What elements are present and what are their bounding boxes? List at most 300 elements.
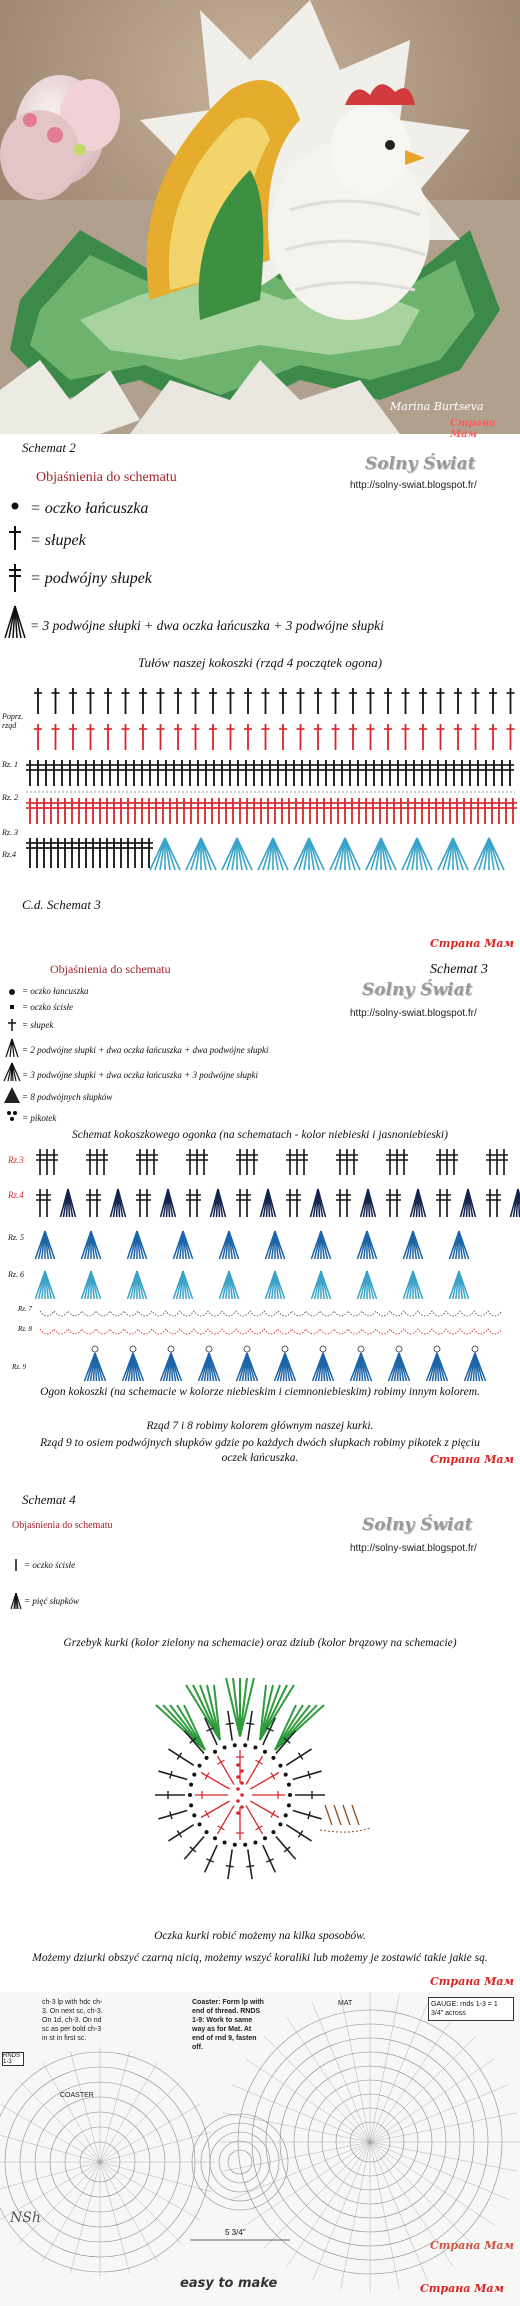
ring-stitch <box>295 1791 325 1799</box>
stitch-mark <box>282 760 290 786</box>
ring-stitch <box>168 1825 193 1841</box>
schemat4-brand: Solny Świat <box>362 1515 473 1535</box>
s3-note-2: Rząd 9 to osiem podwójnych słupków gdzie po każdych dwóch słupkach robimy pikotek z pięciu oczek łańcuszka. <box>40 1437 480 1464</box>
stitch-mark <box>386 760 394 786</box>
stitch-mark <box>346 760 354 786</box>
stitch-mark <box>124 838 132 868</box>
s3-row-label-6: Rz. 6 <box>8 1270 24 1279</box>
fan-mark <box>173 1231 192 1259</box>
fan-mark <box>449 1231 468 1259</box>
chain-dot <box>189 1803 193 1807</box>
stitch-mark <box>278 798 286 824</box>
center-dot <box>236 1799 240 1803</box>
chain-dot <box>284 1773 288 1777</box>
fan-mark <box>127 1271 146 1299</box>
stitch-mark <box>47 838 55 868</box>
stitch-mark <box>334 798 342 824</box>
stitch-mark <box>186 1149 194 1175</box>
stitch-mark <box>436 1189 444 1217</box>
chain-dot <box>271 1756 275 1760</box>
stitch-mark <box>293 1149 301 1175</box>
chain-row-7 <box>40 1311 502 1316</box>
stitch-mark <box>40 838 48 868</box>
schemat2-url: http://solny-swiat.blogspot.fr/ <box>350 480 477 491</box>
stitch-mark <box>493 1149 501 1175</box>
stitch-mark <box>124 798 132 824</box>
ring-stitch <box>286 1749 311 1765</box>
fan-mark <box>265 1271 284 1299</box>
stitch-mark <box>394 760 402 786</box>
stitch-mark <box>139 724 147 750</box>
schemat3-diagram <box>0 1145 520 1400</box>
stitch-mark <box>143 1189 151 1217</box>
stitch-mark <box>418 760 426 786</box>
center-dot <box>240 1793 244 1797</box>
center-dot <box>236 1811 240 1815</box>
stitch-mark <box>162 760 170 786</box>
stitch-mark <box>490 760 498 786</box>
chain-dot <box>278 1764 282 1768</box>
schemat2-legend-title: Objaśnienia do schematu <box>36 470 177 485</box>
stitch-mark <box>50 1149 58 1175</box>
s2-row-label-4: Rz.4 <box>2 850 16 859</box>
stitch-mark <box>481 798 489 824</box>
ring-stitch <box>158 1810 187 1819</box>
stitch-mark <box>354 760 362 786</box>
stitch-mark <box>343 1149 351 1175</box>
fan-mark <box>111 1189 126 1217</box>
pattern-coaster-text: Coaster: Form lp with end of thread. RNDS 1-9: Work to same way as for Mat. At end of rnd 9, fasten off. <box>192 1999 264 2051</box>
fan-mark <box>389 1353 410 1381</box>
stitch-mark <box>341 798 349 824</box>
stitch-mark <box>402 760 410 786</box>
inner-stitch <box>218 1756 235 1785</box>
fan-mark <box>366 838 396 870</box>
stitch-mark <box>439 798 447 824</box>
schemat2-title: Schemat 2 <box>22 440 76 455</box>
stitch-mark <box>338 760 346 786</box>
stitch-mark <box>93 1149 101 1175</box>
stitch-mark <box>314 688 322 714</box>
fan-mark <box>411 1189 426 1217</box>
stitch-mark <box>215 798 223 824</box>
stitch-mark <box>226 760 234 786</box>
s3-row-label-5: Rz. 5 <box>8 1233 24 1242</box>
stitch-mark <box>96 838 104 868</box>
chain-dot <box>287 1783 291 1787</box>
stitch-mark <box>393 1189 401 1217</box>
stitch-mark <box>244 724 252 750</box>
stitch-mark <box>122 724 130 750</box>
stitch-mark <box>376 798 384 824</box>
fan-mark <box>265 1231 284 1259</box>
chain-dot <box>271 1830 275 1834</box>
stitch-mark <box>314 724 322 750</box>
chain-dot <box>253 1841 257 1845</box>
ring-stitch <box>293 1771 322 1780</box>
s2-row-label-2: Rz. 2 <box>2 793 18 802</box>
stitch-mark <box>145 838 153 868</box>
chain-dot <box>278 1822 282 1826</box>
pattern-brand-center: easy to make <box>180 2276 278 2291</box>
stitch-mark <box>474 760 482 786</box>
schemat2-diagram <box>0 680 520 880</box>
stitch-mark <box>186 760 194 786</box>
stitch-mark <box>454 688 462 714</box>
pattern-brand-left: NSh <box>10 2210 41 2226</box>
stitch-mark <box>242 760 250 786</box>
chain-dot <box>213 1836 217 1840</box>
stitch-mark <box>450 1149 458 1175</box>
stitch-mark <box>145 798 153 824</box>
ring-stitch <box>293 1810 322 1819</box>
stitch-mark <box>507 724 515 750</box>
stitch-mark <box>486 1189 494 1217</box>
stitch-mark <box>36 1189 44 1217</box>
stitch-mark <box>26 838 34 868</box>
fan-mark <box>261 1189 276 1217</box>
fan-mark <box>199 1353 220 1381</box>
fan-mark <box>150 838 180 870</box>
chain-dot <box>192 1773 196 1777</box>
stitch-mark <box>110 798 118 824</box>
picot-mark <box>282 1346 288 1352</box>
fan-mark <box>85 1353 106 1381</box>
stitch-mark <box>192 724 200 750</box>
s3-note-1: Rząd 7 i 8 robimy kolorem głównym naszej kurki. <box>146 1420 374 1432</box>
inner-stitch <box>201 1801 230 1818</box>
stitch-mark <box>250 798 258 824</box>
ring-stitch <box>246 1849 254 1879</box>
stitch-mark <box>157 724 165 750</box>
s3-row-label-3: Rz.3 <box>8 1155 24 1165</box>
stitch-mark <box>300 1149 308 1175</box>
stitch-mark <box>306 798 314 824</box>
stitch-mark <box>274 760 282 786</box>
s3-legend-1: = oczko ścisłe <box>22 1002 74 1012</box>
center-dot <box>240 1805 244 1809</box>
schemat2-legend-chain: = oczko łańcuszka <box>30 500 149 517</box>
stitch-mark <box>139 688 147 714</box>
s2-row-label-3: Rz. 3 <box>2 828 18 837</box>
pattern-mat-label: MAT <box>338 2000 353 2007</box>
stitch-mark <box>66 760 74 786</box>
stitch-mark <box>453 798 461 824</box>
ring-stitch <box>286 1825 311 1841</box>
stitch-mark <box>332 724 340 750</box>
schemat3-title: Schemat 3 <box>430 962 488 977</box>
picot-mark <box>206 1346 212 1352</box>
fan-mark <box>357 1271 376 1299</box>
stitch-mark <box>378 760 386 786</box>
fan-mark <box>361 1189 376 1217</box>
stitch-mark <box>425 798 433 824</box>
picot-mark <box>396 1346 402 1352</box>
chain-dot <box>223 1745 227 1749</box>
stitch-mark <box>458 760 466 786</box>
schemat3-caption: Schemat kokoszkowego ogonka (na schematach - kolor niebieski i jasnoniebieski) <box>72 1129 448 1141</box>
stitch-mark <box>386 1149 394 1175</box>
stitch-mark <box>87 724 95 750</box>
stitch-mark <box>258 760 266 786</box>
stitch-mark <box>446 798 454 824</box>
stitch-mark <box>460 798 468 824</box>
stitch-mark <box>454 724 462 750</box>
picot-mark <box>434 1346 440 1352</box>
stitch-mark <box>419 688 427 714</box>
stitch-mark <box>367 724 375 750</box>
photo-credit-author: Marina Burtseva <box>390 400 484 413</box>
center-dot <box>236 1787 240 1791</box>
stitch-mark <box>122 688 130 714</box>
s3-legend-0: = oczko łancuszka <box>22 986 89 996</box>
stitch-mark <box>61 838 69 868</box>
schemat4-url: http://solny-swiat.blogspot.fr/ <box>350 1543 477 1554</box>
chain-dot <box>198 1822 202 1826</box>
stitch-mark <box>467 798 475 824</box>
chain-dot <box>223 1841 227 1845</box>
schemat2-caption: Tułów naszej kokoszki (rząd 4 początek ogona) <box>137 655 383 670</box>
stitch-mark <box>103 838 111 868</box>
chain-dot <box>288 1793 292 1797</box>
stitch-mark <box>489 688 497 714</box>
stitch-mark <box>69 724 77 750</box>
comb-fan <box>275 1705 324 1750</box>
stitch-mark <box>138 760 146 786</box>
chain-dot <box>198 1764 202 1768</box>
fan-mark <box>173 1271 192 1299</box>
stitch-mark <box>243 1189 251 1217</box>
stitch-mark <box>74 760 82 786</box>
fan-mark <box>474 838 504 870</box>
stitch-mark <box>106 760 114 786</box>
stitch-mark <box>402 688 410 714</box>
fan-mark <box>294 838 324 870</box>
stitch-mark <box>173 798 181 824</box>
stitch-mark <box>436 1149 444 1175</box>
fan-mark <box>427 1353 448 1381</box>
inner-stitch <box>252 1791 285 1799</box>
stitch-mark <box>114 760 122 786</box>
stitch-mark <box>348 798 356 824</box>
chain-dot <box>205 1756 209 1760</box>
s4-note-1: Możemy dziurki obszyć czarną nicią, możemy wszyć koraliki lub możemy je zostawić takie jakie są. <box>32 1952 488 1964</box>
chain-dot <box>233 1843 237 1847</box>
stitch-mark <box>286 1149 294 1175</box>
stitch-mark <box>131 838 139 868</box>
stitch-mark <box>397 798 405 824</box>
pattern-left-text: ch-3 lp with hdc ch-3. On next sc, ch-3. On 1d, ch-3. On nd sc as per bold ch-3 in st in first sc. <box>42 1999 103 2042</box>
fan-mark <box>275 1353 296 1381</box>
stitch-mark <box>390 798 398 824</box>
fan-mark <box>311 1271 330 1299</box>
stitch-mark <box>210 760 218 786</box>
schemat3-legend-title: Objaśnienia do schematu <box>50 962 171 976</box>
stitch-mark <box>193 1149 201 1175</box>
hero-photo <box>0 0 520 440</box>
stitch-mark <box>26 798 34 824</box>
s2-row-label-prev: Poprz. rząd <box>2 712 24 730</box>
stitch-mark <box>89 798 97 824</box>
fan-mark <box>403 1271 422 1299</box>
stitch-mark <box>194 760 202 786</box>
stitch-mark <box>369 798 377 824</box>
stitch-mark <box>349 724 357 750</box>
inner-stitch <box>195 1791 228 1799</box>
stitch-mark <box>320 798 328 824</box>
fan-mark <box>35 1231 54 1259</box>
fan-mark <box>219 1271 238 1299</box>
inner-stitch <box>250 1801 279 1818</box>
fan-mark <box>222 838 252 870</box>
stitch-mark <box>227 688 235 714</box>
s3-legend-2: = słupek <box>22 1020 54 1030</box>
fan-mark <box>35 1271 54 1299</box>
center-dot <box>236 1775 240 1779</box>
stitch-mark <box>474 798 482 824</box>
fan-mark <box>461 1189 476 1217</box>
stitch-mark <box>332 688 340 714</box>
pattern-coaster-label: COASTER <box>60 2092 94 2099</box>
stitch-mark <box>234 760 242 786</box>
picot-mark <box>244 1346 250 1352</box>
stitch-mark <box>472 688 480 714</box>
fan-mark <box>81 1271 100 1299</box>
stitch-mark <box>293 1189 301 1217</box>
stitch-mark <box>26 760 34 786</box>
stitch-mark <box>110 838 118 868</box>
s3-legend-3: = 2 podwójne słupki + dwa oczka łańcuszka + dwa podwójne słupki <box>22 1045 269 1055</box>
picot-mark <box>472 1346 478 1352</box>
stitch-mark <box>297 724 305 750</box>
fan-mark <box>311 1231 330 1259</box>
chain-dot <box>213 1750 217 1754</box>
stitch-mark <box>506 760 514 786</box>
fan-mark <box>402 838 432 870</box>
stitch-mark <box>488 798 496 824</box>
stitch-mark <box>93 1189 101 1217</box>
stitch-mark <box>370 760 378 786</box>
stitch-mark <box>290 760 298 786</box>
fan-mark <box>351 1353 372 1381</box>
stitch-mark <box>489 724 497 750</box>
schemat4-caption: Grzebyk kurki (kolor zielony na schemacie) oraz dziub (kolor brązowy na schemacie) <box>63 1637 457 1649</box>
s3-row-label-7: Rz. 7 <box>18 1305 32 1313</box>
beak-mark <box>320 1805 370 1832</box>
stitch-mark <box>202 760 210 786</box>
stitch-mark <box>279 688 287 714</box>
stitch-mark <box>150 1149 158 1175</box>
stitch-mark <box>104 688 112 714</box>
fan-mark <box>311 1189 326 1217</box>
center-dot <box>240 1769 244 1773</box>
stitch-mark <box>90 760 98 786</box>
chain-dot <box>192 1813 196 1817</box>
stitch-mark <box>250 1149 258 1175</box>
stitch-mark <box>209 724 217 750</box>
stitch-mark <box>34 688 42 714</box>
stitch-mark <box>174 724 182 750</box>
schemat3-watermark: Страна Мам <box>430 937 514 950</box>
pattern-dimension: 5 3/4" <box>225 2228 246 2237</box>
stitch-mark <box>400 1149 408 1175</box>
pattern-sheet <box>0 1992 520 2306</box>
s3-legend-4: = 3 podwójne słupki + dwa oczka łańcuszka + 3 podwójne słupki <box>22 1070 258 1080</box>
chain-dot <box>205 1830 209 1834</box>
stitch-mark <box>40 798 48 824</box>
inner-stitch <box>218 1805 235 1834</box>
stitch-mark <box>186 1189 194 1217</box>
chain-dot <box>263 1750 267 1754</box>
comb-fan <box>156 1705 205 1750</box>
stitch-mark <box>271 798 279 824</box>
stitch-mark <box>154 760 162 786</box>
chain-dot <box>188 1793 192 1797</box>
stitch-mark <box>266 760 274 786</box>
stitch-mark <box>314 760 322 786</box>
chain-dot <box>263 1836 267 1840</box>
schemat4-diagram <box>100 1660 420 1920</box>
stitch-mark <box>410 760 418 786</box>
pattern-gauge: GAUGE: rnds 1-3 = 1 3/4" across <box>428 1997 514 2021</box>
stitch-mark <box>244 688 252 714</box>
stitch-mark <box>218 760 226 786</box>
stitch-mark <box>322 760 330 786</box>
inner-stitch <box>250 1773 279 1790</box>
ring-stitch <box>263 1845 275 1872</box>
stitch-mark <box>52 688 60 714</box>
inner-stitch <box>201 1773 230 1790</box>
stitch-mark <box>367 688 375 714</box>
stitch-mark <box>68 838 76 868</box>
fan-mark <box>237 1353 258 1381</box>
schemat2-legend-sc: = słupek <box>30 532 86 549</box>
schemat3-cd-title: C.d. Schemat 3 <box>22 897 101 912</box>
stitch-mark <box>257 798 265 824</box>
picot-mark <box>92 1346 98 1352</box>
stitch-mark <box>298 760 306 786</box>
stitch-mark <box>500 1149 508 1175</box>
stitch-mark <box>327 798 335 824</box>
stitch-mark <box>86 1149 94 1175</box>
stitch-mark <box>472 724 480 750</box>
stitch-mark <box>170 760 178 786</box>
stitch-mark <box>404 798 412 824</box>
stitch-mark <box>222 798 230 824</box>
stitch-mark <box>509 798 517 824</box>
stitch-mark <box>262 724 270 750</box>
stitch-mark <box>386 1189 394 1217</box>
fan-mark <box>61 1189 76 1217</box>
stitch-mark <box>336 1149 344 1175</box>
fan-mark <box>123 1353 144 1381</box>
stitch-mark <box>98 760 106 786</box>
stitch-mark <box>75 798 83 824</box>
ring-stitch <box>226 1711 234 1741</box>
stitch-mark <box>68 798 76 824</box>
stitch-mark <box>89 838 97 868</box>
stitch-mark <box>193 1189 201 1217</box>
s4-legend-1: = pięć słupków <box>24 1596 80 1606</box>
ring-stitch <box>168 1749 193 1765</box>
stitch-mark <box>349 688 357 714</box>
stitch-mark <box>384 724 392 750</box>
fan-mark <box>211 1189 226 1217</box>
stitch-mark <box>336 1189 344 1217</box>
stitch-mark <box>486 1149 494 1175</box>
stitch-mark <box>100 1149 108 1175</box>
stitch-mark <box>187 798 195 824</box>
